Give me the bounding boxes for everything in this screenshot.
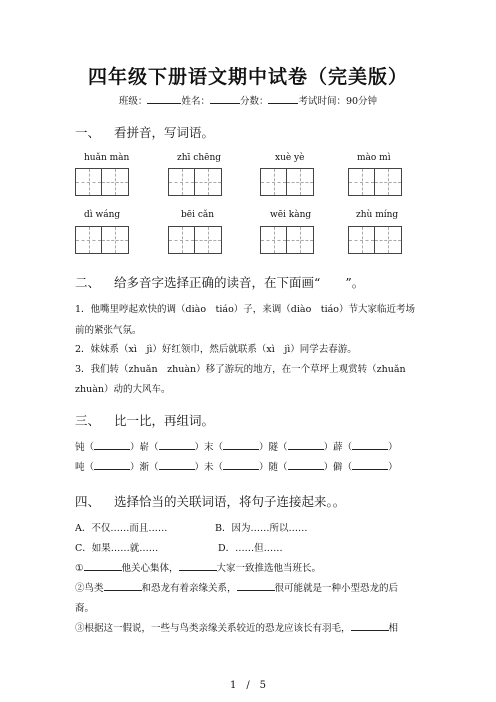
question-2-1-line-2: 前的紧张气氛。 xyxy=(75,325,142,336)
time-label: 考试时间：90分钟 xyxy=(298,96,378,107)
writing-box-7[interactable] xyxy=(260,226,314,254)
answer-blank[interactable] xyxy=(352,460,388,470)
answer-blank[interactable] xyxy=(159,460,195,470)
writing-box-6[interactable] xyxy=(168,226,222,254)
writing-box-1[interactable] xyxy=(75,168,129,196)
writing-box-3[interactable] xyxy=(260,168,314,196)
sentence-3: ③根据这一假说，一些与鸟类亲缘关系较近的恐龙应该长有羽毛， 相 xyxy=(75,623,399,634)
sentence-1: ① 他关心集体， 大家一致推选他当班长。 xyxy=(75,563,322,574)
option-c: C．如果……就…… xyxy=(75,543,159,554)
writing-box-2[interactable] xyxy=(168,168,222,196)
answer-blank[interactable] xyxy=(84,561,122,571)
sentence-2: ②鸟类 和恐龙有着亲缘关系， 很可能就是一种小型恐龙的后 xyxy=(75,583,399,594)
question-2-3-line-2: zhuàn）动的大风车。 xyxy=(75,384,171,395)
sentence-2-cont: 裔。 xyxy=(75,603,95,614)
section-1-heading: 一、 看拼音，写词语。 xyxy=(75,125,215,140)
question-2-2: 2．妹妹系（xì jì）好红领巾，然后就联系（xì jì）同学去春游。 xyxy=(75,344,357,355)
question-2-3-line-1: 3．我们转（zhuǎn zhuàn）移了游玩的地方，在一个草坪上观赏转（zhuǎn xyxy=(75,364,406,375)
pinyin-4: mào mì xyxy=(357,153,391,163)
answer-blank[interactable] xyxy=(159,440,195,450)
page-title: 四年级下册语文期中试卷（完美版） xyxy=(87,66,408,88)
compare-row-1: 钝（ ）崭（ ）末（ ）隧（ ）薜（ ） xyxy=(75,442,398,453)
pinyin-3: xuè yè xyxy=(275,153,305,163)
pinyin-8: zhù míng xyxy=(356,210,399,220)
writing-box-8[interactable] xyxy=(348,226,402,254)
answer-blank[interactable] xyxy=(223,440,259,450)
pinyin-7: wēi kàng xyxy=(270,210,312,220)
option-d: D．……但…… xyxy=(218,543,283,554)
answer-blank[interactable] xyxy=(94,460,130,470)
name-label: 姓名： xyxy=(181,96,210,107)
pinyin-6: bēi cǎn xyxy=(181,210,215,220)
option-a: A．不仅……而且…… xyxy=(75,523,168,534)
pinyin-2: zhī chēng xyxy=(177,153,221,163)
section-2-heading: 二、 给多音字选择正确的读音，在下面画“ ”。 xyxy=(75,275,365,290)
writing-box-5[interactable] xyxy=(75,226,129,254)
answer-blank[interactable] xyxy=(104,581,142,591)
section-4-heading: 四、 选择恰当的关联词语，将句子连接起来。。 xyxy=(75,494,346,509)
answer-blank[interactable] xyxy=(223,460,259,470)
answer-blank[interactable] xyxy=(351,621,389,631)
page-number: 1 / 5 xyxy=(229,680,267,691)
score-label: 分数： xyxy=(239,96,269,107)
writing-box-4[interactable] xyxy=(348,168,402,196)
class-label: 班级： xyxy=(118,96,148,107)
answer-blank[interactable] xyxy=(288,440,324,450)
class-blank[interactable] xyxy=(147,94,181,104)
answer-blank[interactable] xyxy=(237,581,275,591)
student-info-line xyxy=(0,93,496,107)
section-3-heading: 三、 比一比，再组词。 xyxy=(75,413,215,428)
pinyin-1: huǎn màn xyxy=(84,153,130,163)
option-b: B．因为……所以…… xyxy=(215,523,308,534)
answer-blank[interactable] xyxy=(288,460,324,470)
compare-row-2: 吨（ ）渐（ ）未（ ）随（ ）僻（ ） xyxy=(75,462,398,473)
score-blank[interactable] xyxy=(268,94,298,104)
answer-blank[interactable] xyxy=(94,440,130,450)
answer-blank[interactable] xyxy=(179,561,217,571)
pinyin-5: dì wáng xyxy=(84,210,121,220)
answer-blank[interactable] xyxy=(352,440,388,450)
name-blank[interactable] xyxy=(210,94,240,104)
question-2-1-line-1: 1．他嘴里哼起欢快的调（diào tiáo）子，来调（diào tiáo）节大家临近考场 xyxy=(75,304,416,315)
